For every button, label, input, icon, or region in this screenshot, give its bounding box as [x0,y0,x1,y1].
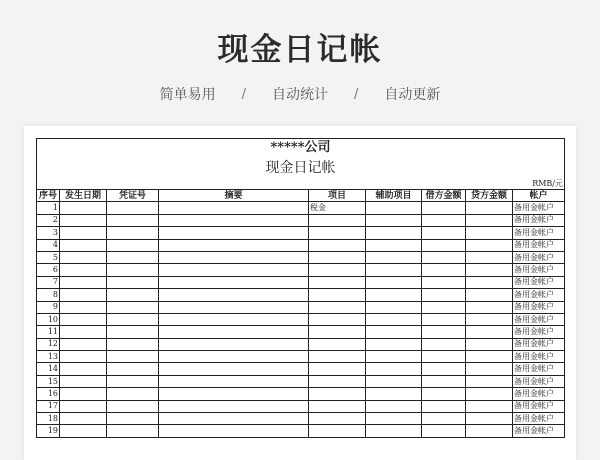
empty-cell[interactable] [366,214,422,226]
table-row [37,351,565,363]
empty-cell[interactable] [466,400,513,412]
empty-cell[interactable] [159,264,309,276]
account-cell[interactable]: 备用金帐户 [513,239,565,251]
row-number-cell: 5 [37,251,60,263]
empty-cell[interactable] [422,214,466,226]
row-number-cell: 18 [37,413,60,425]
empty-cell[interactable] [159,251,309,263]
table-row [37,400,565,412]
empty-cell[interactable] [422,413,466,425]
empty-cell[interactable] [422,338,466,350]
item-cell[interactable] [309,214,366,226]
empty-cell[interactable] [422,289,466,301]
empty-cell[interactable] [107,351,159,363]
empty-cell[interactable] [159,338,309,350]
table-row [37,251,565,263]
empty-cell[interactable] [159,375,309,387]
empty-cell[interactable] [422,227,466,239]
account-cell[interactable]: 备用金帐户 [513,375,565,387]
empty-cell[interactable] [60,264,107,276]
table-row [37,276,565,288]
empty-cell[interactable] [159,351,309,363]
empty-cell[interactable] [366,375,422,387]
empty-cell[interactable] [366,351,422,363]
empty-cell[interactable] [466,214,513,226]
empty-cell[interactable] [366,388,422,400]
account-cell[interactable]: 备用金帐户 [513,363,565,375]
empty-cell[interactable] [107,413,159,425]
account-cell[interactable]: 备用金帐户 [513,425,565,437]
row-number-cell: 16 [37,388,60,400]
cash-ledger-table [36,138,565,438]
empty-cell[interactable] [159,400,309,412]
item-cell[interactable]: 税金 [309,202,366,214]
account-cell[interactable]: 备用金帐户 [513,214,565,226]
empty-cell[interactable] [107,363,159,375]
spreadsheet-preview [24,126,576,460]
empty-cell[interactable] [107,400,159,412]
empty-cell[interactable] [466,301,513,313]
empty-cell[interactable] [422,202,466,214]
empty-cell[interactable] [366,338,422,350]
empty-cell[interactable] [422,264,466,276]
empty-cell[interactable] [60,326,107,338]
empty-cell[interactable] [107,239,159,251]
separator: / [354,86,359,102]
empty-cell[interactable] [466,425,513,437]
item-cell[interactable] [309,413,366,425]
feature-list [0,84,600,104]
empty-cell[interactable] [466,239,513,251]
empty-cell[interactable] [107,264,159,276]
empty-cell[interactable] [466,264,513,276]
empty-cell[interactable] [366,400,422,412]
account-cell[interactable]: 备用金帐户 [513,227,565,239]
row-number-cell: 9 [37,301,60,313]
item-cell[interactable] [309,239,366,251]
row-number-cell: 8 [37,289,60,301]
account-cell[interactable]: 备用金帐户 [513,202,565,214]
item-cell[interactable] [309,363,366,375]
empty-cell[interactable] [466,338,513,350]
table-row [37,388,565,400]
row-number-cell: 1 [37,202,60,214]
empty-cell[interactable] [107,388,159,400]
company-name: *****公司 [37,139,565,157]
empty-cell[interactable] [60,351,107,363]
empty-cell[interactable] [60,301,107,313]
empty-cell[interactable] [366,425,422,437]
empty-cell[interactable] [107,425,159,437]
empty-cell[interactable] [466,202,513,214]
empty-cell[interactable] [422,400,466,412]
item-cell[interactable] [309,301,366,313]
empty-cell[interactable] [366,301,422,313]
table-row [37,326,565,338]
table-row [37,202,565,214]
empty-cell[interactable] [107,289,159,301]
currency-unit: RMB/元 [37,179,565,190]
empty-cell[interactable] [159,313,309,325]
empty-cell[interactable] [60,251,107,263]
empty-cell[interactable] [366,326,422,338]
header-row [37,190,565,202]
column-header: 辅助项目 [366,190,422,202]
table-row [37,214,565,226]
separator: / [241,86,246,102]
empty-cell[interactable] [159,413,309,425]
feature-item: 自动更新 [384,87,441,103]
empty-cell[interactable] [60,239,107,251]
account-cell[interactable]: 备用金帐户 [513,326,565,338]
table-row [37,239,565,251]
empty-cell[interactable] [60,202,107,214]
empty-cell[interactable] [366,227,422,239]
empty-cell[interactable] [159,289,309,301]
empty-cell[interactable] [366,313,422,325]
empty-cell[interactable] [60,425,107,437]
row-number-cell: 15 [37,375,60,387]
empty-cell[interactable] [159,239,309,251]
empty-cell[interactable] [107,301,159,313]
empty-cell[interactable] [107,227,159,239]
item-cell[interactable] [309,251,366,263]
empty-cell[interactable] [422,301,466,313]
account-cell[interactable]: 备用金帐户 [513,301,565,313]
empty-cell[interactable] [159,425,309,437]
row-number-cell: 12 [37,338,60,350]
column-header: 贷方金额 [466,190,513,202]
empty-cell[interactable] [422,425,466,437]
account-cell[interactable]: 备用金帐户 [513,289,565,301]
empty-cell[interactable] [60,338,107,350]
row-number-cell: 13 [37,351,60,363]
empty-cell[interactable] [366,239,422,251]
table-row [37,301,565,313]
empty-cell[interactable] [60,375,107,387]
page-title: 现金日记帐 [217,32,383,68]
empty-cell[interactable] [422,351,466,363]
empty-cell[interactable] [60,388,107,400]
column-header: 序号 [37,190,60,202]
item-cell[interactable] [309,338,366,350]
column-header: 凭证号 [107,190,159,202]
item-cell[interactable] [309,400,366,412]
row-number-cell: 19 [37,425,60,437]
empty-cell[interactable] [466,313,513,325]
empty-cell[interactable] [107,375,159,387]
empty-cell[interactable] [60,400,107,412]
account-cell[interactable]: 备用金帐户 [513,313,565,325]
empty-cell[interactable] [366,276,422,288]
empty-cell[interactable] [366,202,422,214]
item-cell[interactable] [309,276,366,288]
empty-cell[interactable] [466,251,513,263]
column-header: 帐户 [513,190,565,202]
item-cell[interactable] [309,388,366,400]
empty-cell[interactable] [159,202,309,214]
feature-item: 简单易用 [159,87,216,103]
empty-cell[interactable] [60,313,107,325]
table-row [37,413,565,425]
empty-cell[interactable] [366,264,422,276]
item-cell[interactable] [309,264,366,276]
empty-cell[interactable] [466,326,513,338]
empty-cell[interactable] [466,351,513,363]
account-cell[interactable]: 备用金帐户 [513,413,565,425]
row-number-cell: 11 [37,326,60,338]
feature-item: 自动统计 [272,87,328,103]
empty-cell[interactable] [107,276,159,288]
item-cell[interactable] [309,227,366,239]
account-cell[interactable]: 备用金帐户 [513,400,565,412]
empty-cell[interactable] [366,289,422,301]
item-cell[interactable] [309,313,366,325]
row-number-cell: 4 [37,239,60,251]
empty-cell[interactable] [107,313,159,325]
empty-cell[interactable] [60,214,107,226]
empty-cell[interactable] [366,413,422,425]
empty-cell[interactable] [159,301,309,313]
table-row [37,227,565,239]
column-header: 项目 [309,190,366,202]
table-row [37,289,565,301]
table-row [37,363,565,375]
account-cell[interactable]: 备用金帐户 [513,276,565,288]
empty-cell[interactable] [366,251,422,263]
empty-cell[interactable] [366,363,422,375]
empty-cell[interactable] [422,375,466,387]
empty-cell[interactable] [466,227,513,239]
column-header: 发生日期 [60,190,107,202]
empty-cell[interactable] [107,202,159,214]
empty-cell[interactable] [466,388,513,400]
empty-cell[interactable] [60,289,107,301]
item-cell[interactable] [309,326,366,338]
row-number-cell: 2 [37,214,60,226]
empty-cell[interactable] [466,363,513,375]
empty-cell[interactable] [466,375,513,387]
empty-cell[interactable] [159,363,309,375]
empty-cell[interactable] [422,388,466,400]
account-cell[interactable]: 备用金帐户 [513,251,565,263]
empty-cell[interactable] [107,338,159,350]
empty-cell[interactable] [422,276,466,288]
item-cell[interactable] [309,289,366,301]
table-row [37,313,565,325]
column-header: 借方金额 [422,190,466,202]
empty-cell[interactable] [159,388,309,400]
empty-cell[interactable] [466,276,513,288]
empty-cell[interactable] [422,326,466,338]
empty-cell[interactable] [60,413,107,425]
empty-cell[interactable] [466,289,513,301]
row-number-cell: 3 [37,227,60,239]
empty-cell[interactable] [107,326,159,338]
ledger-title: 现金日记帐 [37,157,565,179]
empty-cell[interactable] [422,239,466,251]
item-cell[interactable] [309,425,366,437]
account-cell[interactable]: 备用金帐户 [513,388,565,400]
column-header: 摘要 [159,190,309,202]
table-row [37,375,565,387]
empty-cell[interactable] [159,326,309,338]
account-cell[interactable]: 备用金帐户 [513,264,565,276]
empty-cell[interactable] [422,251,466,263]
empty-cell[interactable] [107,251,159,263]
empty-cell[interactable] [422,363,466,375]
row-number-cell: 6 [37,264,60,276]
row-number-cell: 17 [37,400,60,412]
empty-cell[interactable] [60,276,107,288]
table-row [37,264,565,276]
empty-cell[interactable] [422,313,466,325]
table-row [37,425,565,437]
empty-cell[interactable] [159,214,309,226]
account-cell[interactable]: 备用金帐户 [513,338,565,350]
row-number-cell: 7 [37,276,60,288]
row-number-cell: 14 [37,363,60,375]
empty-cell[interactable] [466,413,513,425]
empty-cell[interactable] [107,214,159,226]
item-cell[interactable] [309,375,366,387]
empty-cell[interactable] [159,227,309,239]
row-number-cell: 10 [37,313,60,325]
item-cell[interactable] [309,351,366,363]
empty-cell[interactable] [60,363,107,375]
empty-cell[interactable] [60,227,107,239]
table-row [37,338,565,350]
empty-cell[interactable] [159,276,309,288]
account-cell[interactable]: 备用金帐户 [513,351,565,363]
